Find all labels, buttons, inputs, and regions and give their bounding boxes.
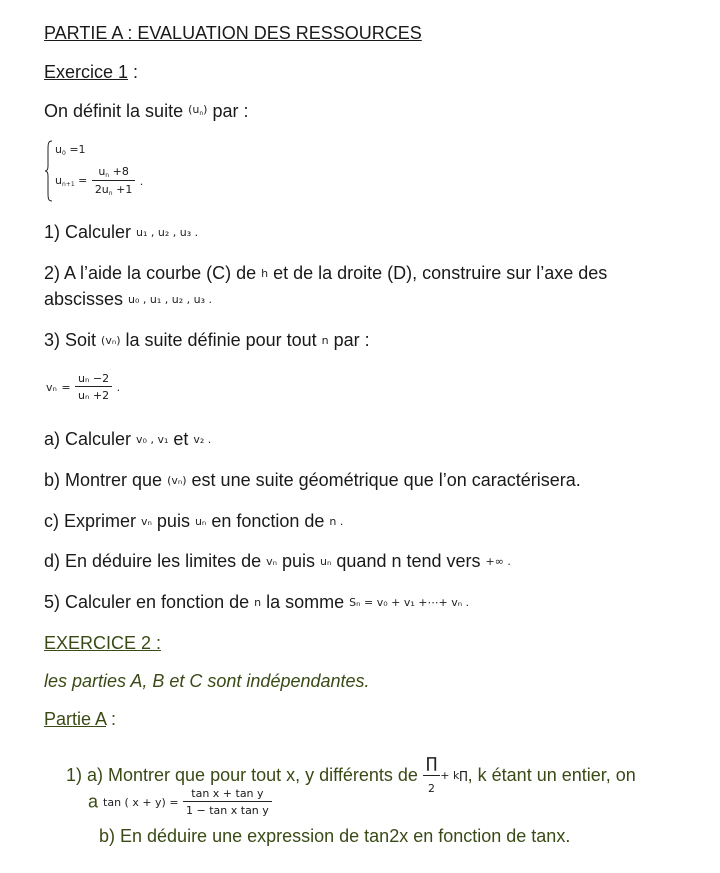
vn-lhs: vₙ — [46, 380, 57, 394]
vn-fraction — [75, 372, 112, 402]
qd-text2: quand n tend vers — [331, 551, 486, 571]
rec-den-rest: +1 — [112, 183, 133, 196]
qc-u: uₙ — [194, 515, 207, 529]
tan-denominator: 1 − tan x tan y — [186, 804, 269, 817]
qc-puis: puis — [151, 511, 195, 531]
page-title: PARTIE A : EVALUATION DES RESSOURCES — [44, 23, 422, 43]
q1-text: 1) Calculer — [44, 222, 137, 242]
rec-num-rest: +8 — [109, 165, 129, 178]
exercise-2-heading: EXERCICE 2 : — [44, 633, 162, 653]
u0-value: =1 — [69, 143, 86, 156]
question-3a — [44, 428, 211, 451]
qa-math2: v₂ . — [193, 433, 212, 447]
recurrence-numerator — [92, 165, 136, 181]
qd-v: vₙ — [266, 555, 278, 569]
question-3 — [44, 329, 370, 352]
q2-h: h — [261, 267, 269, 281]
q3-text3: par : — [328, 330, 370, 350]
qb-text2: est une suite géométrique que l’on caractérisera. — [186, 470, 581, 490]
vn-dot: . — [116, 380, 121, 394]
u0-letter: u — [55, 143, 62, 156]
pi-numerator: ∏ — [423, 752, 440, 776]
pi-denominator: 2 — [428, 782, 436, 795]
intro-pre: On définit la suite — [44, 100, 189, 121]
recurrence-fraction — [92, 165, 136, 197]
intro-seq-close: ) — [203, 103, 208, 116]
exercise-1-label: Exercice 1 — [44, 62, 129, 82]
qc-text2: en fonction de — [206, 511, 330, 531]
qb-seq: (vₙ) — [167, 474, 187, 488]
exercise-1-colon: : — [128, 62, 139, 82]
q1-math: u₁ , u₂ , u₃ . — [136, 226, 199, 240]
question-5 — [44, 591, 469, 614]
intro-post: par : — [207, 100, 249, 121]
un1-letter: u — [55, 174, 62, 187]
partie-a-colon: : — [106, 709, 117, 729]
tan-lhs: tan ( x + y) = — [103, 795, 179, 809]
question-3c — [44, 510, 343, 533]
ex2-q1-text2: , k étant un entier, on — [467, 764, 636, 785]
qd-text: d) En déduire les limites de — [44, 551, 267, 571]
pi-over-2 — [423, 752, 440, 800]
ex2-q1-num: 1) — [66, 764, 83, 785]
q3-text: 3) Soit — [44, 330, 102, 350]
question-3d — [44, 550, 511, 573]
qa-text: a) Calculer — [44, 429, 137, 449]
k-pi: + k∏ — [440, 769, 468, 782]
q5-math: Sₙ = v₀ + v₁ +⋯+ vₙ . — [349, 596, 470, 610]
qa-et: et — [168, 429, 194, 449]
un1-sub: n+1 — [61, 181, 75, 188]
vn-denominator: uₙ +2 — [78, 389, 110, 402]
qc-text: c) Exprimer — [44, 511, 142, 531]
qc-v: vₙ — [141, 515, 152, 529]
qd-puis: puis — [277, 551, 321, 571]
q2-text2: et de la droite (D), construire sur l’axe des — [268, 263, 608, 283]
tan-formula — [88, 787, 272, 817]
rec-num-sub: n — [105, 172, 110, 179]
question-2-line-2 — [44, 288, 212, 311]
ex2-question-1b: b) En déduire une expression de tan2x en fonction de tanx. — [99, 826, 571, 846]
question-3b — [44, 469, 581, 492]
u0-sub: 0 — [61, 150, 66, 157]
rec-num-u: u — [98, 165, 106, 178]
un1-eq: = — [78, 174, 88, 187]
ex2-q1-text: a) Montrer que pour tout x, y différents de — [82, 764, 423, 785]
tan-fraction — [183, 787, 272, 817]
q2-math: u₀ , u₁ , u₂ , u₃ . — [128, 293, 213, 307]
rec-den-u: 2u — [94, 183, 109, 196]
q3-text2: la suite définie pour tout — [120, 330, 322, 350]
qc-n: n . — [329, 515, 344, 529]
intro-seq-open: (u — [188, 103, 200, 116]
recurrence-dot: . — [139, 174, 144, 188]
qa-math: v₀ , v₁ — [136, 433, 169, 447]
intro-seq-sub: n — [199, 110, 204, 117]
q2-text: 2) A l’aide la courbe (C) de — [44, 263, 262, 283]
exercise-1-heading — [44, 61, 138, 83]
system-brace — [45, 140, 53, 202]
vn-eq: = — [61, 380, 71, 394]
vn-definition — [46, 372, 120, 402]
q5-text2: la somme — [261, 592, 350, 612]
exercise-2-subtitle: les parties A, B et C sont indépendantes. — [44, 671, 370, 691]
question-1 — [44, 221, 198, 244]
q2-line2: abscisses — [44, 289, 129, 309]
qb-text: b) Montrer que — [44, 470, 168, 490]
tan-a: a — [88, 791, 104, 812]
intro-line — [44, 99, 249, 125]
tan-numerator: tan x + tan y — [183, 787, 272, 802]
question-2 — [44, 262, 607, 285]
system-u0 — [55, 143, 86, 157]
qd-inf: +∞ . — [485, 555, 511, 569]
q3-n: n — [321, 334, 329, 348]
intro-seq — [188, 99, 207, 125]
qd-u: uₙ — [320, 555, 332, 569]
partie-a-label: Partie A — [44, 709, 107, 729]
q3-seq: (vₙ) — [101, 334, 121, 348]
recurrence-denominator — [92, 181, 136, 197]
system-recurrence — [55, 165, 143, 197]
q5-text: 5) Calculer en fonction de — [44, 592, 255, 612]
rec-den-sub: n — [108, 190, 113, 197]
q5-n: n — [254, 596, 262, 610]
vn-numerator: uₙ −2 — [75, 372, 112, 387]
un1-lhs — [55, 174, 87, 188]
partie-a-heading — [44, 708, 116, 730]
